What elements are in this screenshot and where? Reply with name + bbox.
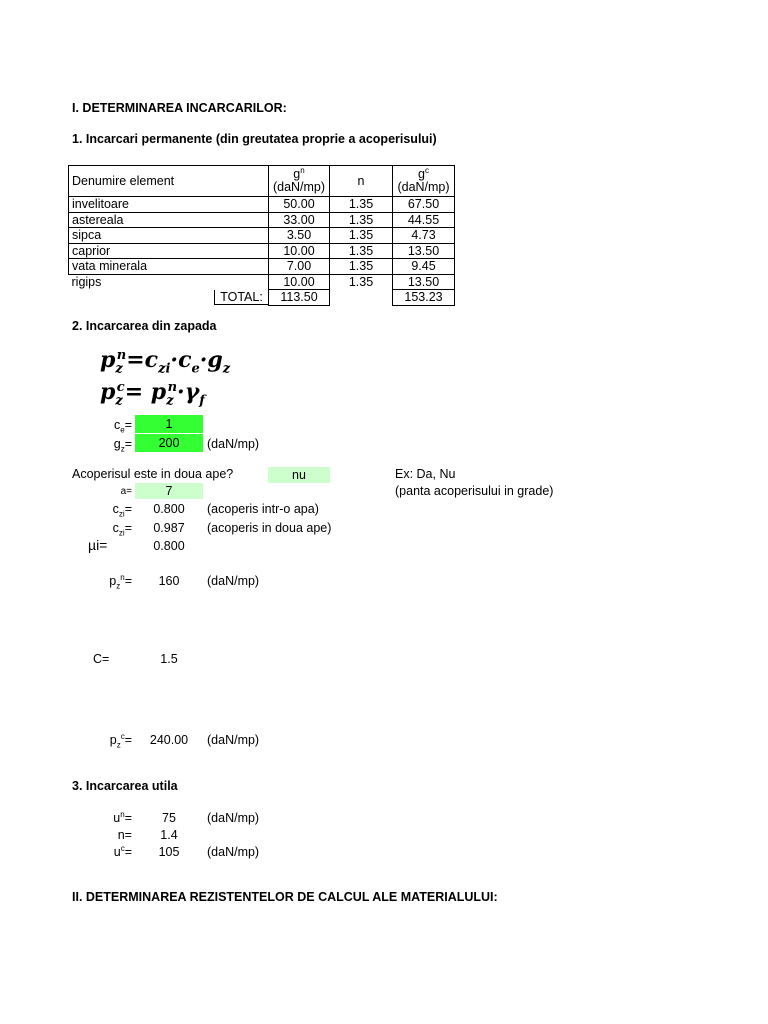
row-gn: 3.50	[269, 228, 330, 244]
czi1-value: 0.800	[153, 502, 185, 516]
row-name: astereala	[69, 212, 269, 228]
section-1-title: I. DETERMINAREA INCARCARILOR:	[72, 101, 287, 115]
row-gn: 10.00	[269, 243, 330, 259]
row-name: rigips	[71, 275, 102, 289]
uc-value: 105	[158, 845, 180, 859]
total-gn: 113.50	[269, 290, 330, 306]
two-slopes-hint: Ex: Da, Nu	[395, 467, 456, 481]
permanent-loads-table	[68, 165, 455, 306]
table-row	[69, 212, 455, 228]
row-gc: 13.50	[393, 243, 455, 259]
row-gc: 4.73	[393, 228, 455, 244]
angle-label: a=	[120, 486, 132, 497]
row-n: 1.35	[330, 228, 393, 244]
gn-superscript: n	[300, 165, 305, 175]
czi1-label: $c_{zi}=$	[112, 502, 132, 519]
table-header-row	[69, 166, 455, 197]
row-name: invelitoare	[69, 197, 269, 213]
row-n: 1.35	[330, 212, 393, 228]
table-row	[69, 228, 455, 244]
col-header-gn	[269, 166, 330, 197]
total-gc: 153.23	[393, 290, 455, 306]
angle-hint: (panta acoperisului in grade)	[395, 484, 554, 498]
czi1-hint: (acoperis intr-o apa)	[207, 502, 319, 516]
row-n: 1.35	[330, 259, 393, 275]
formula-pzc: $p_z^c= p_z^n\cdot\gamma_f$	[100, 379, 205, 409]
row-gc: 44.55	[393, 212, 455, 228]
subsection-3-title: 3. Incarcarea utila	[72, 779, 178, 793]
c-value: 1.5	[160, 652, 178, 666]
gc-symbol: g	[418, 167, 425, 181]
row-name: caprior	[69, 243, 269, 259]
table-row	[69, 259, 455, 275]
table-total-row	[69, 290, 455, 306]
total-label: TOTAL:	[214, 290, 269, 305]
pzc-value: 240.00	[149, 733, 189, 747]
subsection-2-title: 2. Incarcarea din zapada	[72, 319, 217, 333]
czi2-value: 0.987	[153, 521, 185, 535]
row-n: 1.35	[330, 274, 393, 290]
row-gn: 50.00	[269, 197, 330, 213]
un-unit: (daN/mp)	[207, 811, 260, 825]
row-name: sipca	[69, 228, 269, 244]
ce-input[interactable]: 1	[135, 415, 203, 433]
row-gc: 67.50	[393, 197, 455, 213]
gc-superscript: c	[424, 165, 429, 175]
row-gc: 9.45	[393, 259, 455, 275]
ce-label: $c_e=$	[113, 418, 132, 435]
row-gn: 33.00	[269, 212, 330, 228]
pzn-unit: (daN/mp)	[207, 574, 260, 588]
mu-label: µi=	[88, 537, 108, 553]
gz-unit: (daN/mp)	[207, 437, 260, 451]
un-value: 75	[162, 811, 176, 825]
n-label: n=	[117, 828, 132, 842]
gn-symbol: g	[293, 167, 301, 181]
formula-pzn: $p_z^n=c_{zi}\cdot c_e\cdot g_z$	[100, 347, 231, 377]
n-value: 1.4	[160, 828, 178, 842]
row-gn: 7.00	[269, 259, 330, 275]
col-header-name: Denumire element	[69, 166, 269, 197]
pzn-value: 160	[158, 574, 180, 588]
row-name: vata minerala	[69, 259, 269, 275]
col-header-gc	[393, 166, 455, 197]
uc-label: $u^c=$	[113, 843, 132, 859]
two-slopes-input[interactable]: nu	[268, 467, 330, 483]
pzc-label: $p_z^c=$	[109, 731, 132, 750]
row-gc: 13.50	[393, 274, 455, 290]
pzc-unit: (daN/mp)	[207, 733, 260, 747]
un-label: $u^n=$	[113, 809, 132, 825]
gc-unit: (daN/mp)	[397, 180, 450, 194]
gz-input[interactable]: 200	[135, 434, 203, 452]
gn-unit: (daN/mp)	[272, 180, 326, 194]
section-2-title: II. DETERMINAREA REZISTENTELOR DE CALCUL ALE MATERIALULUI:	[72, 890, 498, 904]
czi2-hint: (acoperis in doua ape)	[207, 521, 332, 535]
table-row	[69, 274, 455, 290]
two-slopes-question: Acoperisul este in doua ape?	[72, 467, 234, 481]
col-header-n: n	[330, 166, 393, 197]
subsection-1-title: 1. Incarcari permanente (din greutatea proprie a acoperisului)	[72, 132, 437, 146]
row-gn: 10.00	[269, 274, 330, 290]
table-row	[69, 197, 455, 213]
mu-value: 0.800	[153, 539, 185, 553]
gz-label: $g_z=$	[113, 437, 132, 454]
czi2-label: $c_{zi}=$	[112, 521, 132, 538]
row-n: 1.35	[330, 243, 393, 259]
angle-input[interactable]: 7	[135, 483, 203, 499]
uc-unit: (daN/mp)	[207, 845, 260, 859]
row-n: 1.35	[330, 197, 393, 213]
pzn-label: $p_z^n=$	[109, 572, 132, 591]
table-row	[69, 243, 455, 259]
c-label: C=	[93, 652, 110, 666]
